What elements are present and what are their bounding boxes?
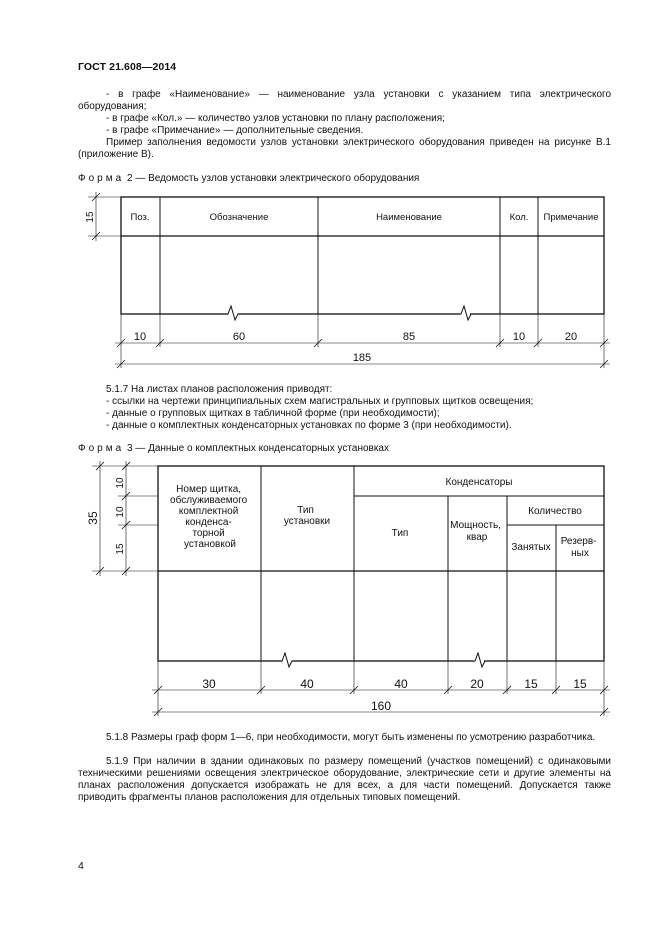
form2-total-width: 185 (352, 352, 372, 364)
intro-line: - в графе «Наименование» — наименование узла установки с указанием типа электрического оборудования; (78, 89, 611, 112)
section-517-line: - данные о групповых щитках в табличной форме (при необходимости); (106, 408, 440, 419)
section-519-text: 5.1.9 При наличии в здании одинаковых по размеру помещений (участков помещений) с одинаковыми техническими решениями освещения электрическое оборудование, электрические сети и другие элементы на планах расположения допускается изображать не для всех, а для части помещений. Допускается также приводить фрагменты планов расположения для отдельных типовых помещений. (78, 756, 611, 803)
form3-col2-header (284, 505, 330, 527)
form3-width-label: 15 (524, 677, 538, 691)
section-517-line: - ссылки на чертежи принципиальных схем магистральных и групповых щитков освещения; (106, 396, 534, 407)
intro-line: - в графе «Примечание» — дополнительные сведения. (106, 125, 364, 136)
section-517-line: 5.1.7 На листах планов расположения приводят: (106, 384, 333, 395)
form2-caption-num: 2 (126, 173, 133, 184)
form3-col1-header (170, 484, 250, 550)
section-518-text: 5.1.8 Размеры граф форм 1—6, при необходимости, могут быть изменены по усмотрению разработчика. (106, 732, 596, 743)
form2-caption-text: — Ведомость узлов установки электрического оборудования (132, 173, 420, 184)
form2-col-header: Наименование (376, 212, 442, 223)
form3-caption-word: Форма (78, 443, 125, 454)
form3-busy-header: Занятых (511, 542, 551, 553)
form3-col2-line: установки (283, 516, 331, 527)
form3-height-label: 10 (115, 477, 126, 489)
form3-width-label: 40 (300, 677, 314, 691)
form3-caption-num: 3 (126, 443, 133, 454)
form2-width-label: 85 (402, 331, 416, 343)
form3-col1-line: торной (192, 528, 225, 539)
form3-width-label: 40 (394, 677, 408, 691)
form2-col-header: Примечание (543, 212, 599, 223)
page-number: 4 (78, 860, 84, 872)
form3-reserve-header (561, 536, 600, 559)
form2-col-header: Кол. (509, 212, 529, 223)
intro-line: Пример заполнения ведомости узлов установки электрического оборудования приведен на рисунке В.1 (приложение В). (78, 137, 611, 160)
form3-group-header: Конденсаторы (445, 477, 513, 488)
form3-reserve-line: ных (571, 548, 589, 559)
form2-width-label: 20 (564, 331, 578, 343)
form3-width-label: 20 (470, 677, 484, 691)
form3-col1-line: конденса- (185, 517, 232, 528)
document-header: ГОСТ 21.608—2014 (78, 61, 177, 73)
intro-line: - в графе «Кол.» — количество узлов установки по плану расположения; (106, 113, 445, 124)
form3-power-line: квар (466, 532, 488, 543)
form3-width-label: 30 (202, 677, 216, 691)
form2-col-header: Поз. (130, 212, 150, 223)
section-519 (78, 756, 611, 804)
form2-row-height-label: 15 (85, 211, 96, 223)
form3-col1-line: комплектной (178, 506, 239, 517)
form2-caption-word: Форма (78, 173, 125, 184)
form3-total-height: 35 (86, 511, 100, 525)
form3-col2-line: Тип (297, 505, 314, 516)
form3-reserve-line: Резерв- (560, 536, 597, 547)
form2-width-label: 10 (133, 331, 147, 343)
form3-width-label: 15 (573, 677, 587, 691)
form2-width-label: 60 (232, 331, 246, 343)
form3-qty-header: Количество (528, 506, 582, 517)
form2-col-header: Обозначение (209, 212, 269, 223)
form3-power-line: Мощность, (450, 520, 502, 531)
form3-height-label: 10 (115, 506, 126, 518)
section-517-line: - данные о комплектных конденсаторных установках по форме 3 (при необходимости). (106, 420, 512, 431)
form3-col1-line: установкой (184, 539, 236, 550)
form2-width-label: 10 (512, 331, 526, 343)
form3-height-label: 15 (115, 543, 126, 555)
form3-col1-line: обслуживаемого (170, 495, 248, 506)
section-518 (78, 732, 611, 744)
form3-col1-line: Номер щитка, (176, 484, 242, 495)
form3-total-width: 160 (370, 699, 392, 713)
form3-power-header (450, 520, 504, 543)
form3-caption-text: — Данные о комплектных конденсаторных установках (132, 443, 389, 454)
form3-type-header: Тип (391, 528, 409, 539)
